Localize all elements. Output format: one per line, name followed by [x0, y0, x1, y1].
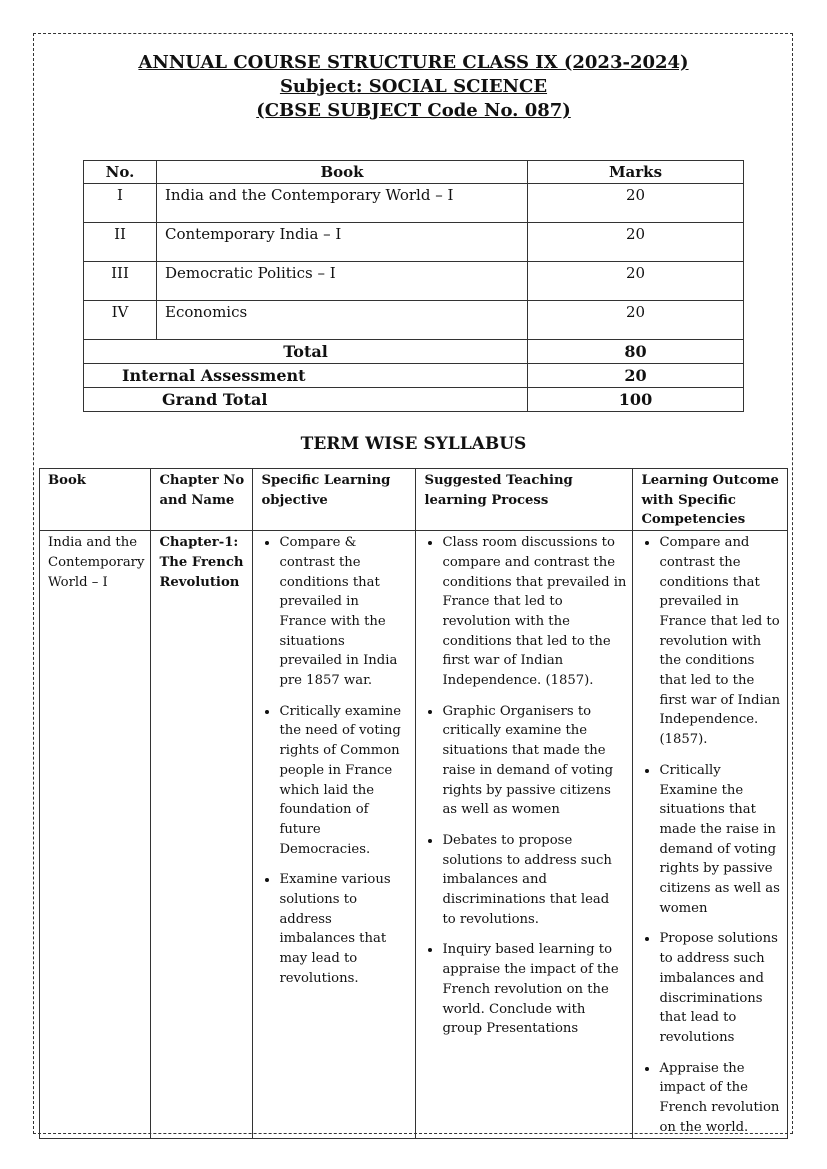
col-book: Book: [157, 161, 528, 184]
list-item: • Appraise the impact of the French revolution on the world.: [659, 1059, 781, 1138]
list-item: • Class room discussions to compare and contrast the conditions that prevailed in France that led to revolution with the conditions that led to the first war of Indian Independence. (1857).: [442, 533, 626, 691]
internal-assessment-value: 20: [528, 364, 744, 388]
list-item: • Critically examine the need of voting rights of Common people in France which laid the foundation of future Democracies.: [279, 702, 409, 860]
table-row: [84, 262, 744, 301]
subject-code: (CBSE SUBJECT Code No. 087): [256, 100, 571, 121]
course-title: ANNUAL COURSE STRUCTURE CLASS IX (2023-2024): [138, 52, 689, 73]
row-no: II: [84, 223, 157, 262]
col-process: Suggested Teaching learning Process: [416, 469, 633, 531]
row-no: IV: [84, 301, 157, 340]
row-no: III: [84, 262, 157, 301]
grand-total-label: Grand Total: [84, 388, 528, 412]
row-marks: 20: [528, 223, 744, 262]
col-objective: Specific Learning objective: [253, 469, 416, 531]
marks-table: [83, 160, 744, 412]
total-label: Total: [84, 340, 528, 364]
subject-title: Subject: SOCIAL SCIENCE: [279, 76, 548, 97]
row-marks: 20: [528, 301, 744, 340]
row-book: Democratic Politics – I: [157, 262, 528, 301]
row-book: India and the Contemporary World – I: [157, 184, 528, 223]
row-no: I: [84, 184, 157, 223]
row-chapter: Chapter-1: The French Revolution: [151, 531, 253, 1138]
internal-assessment-label: Internal Assessment: [84, 364, 528, 388]
list-item: • Compare and contrast the conditions that prevailed in France that led to revolution with the conditions that led to the first war of Indian Independence. (1857).: [659, 533, 781, 750]
col-book: Book: [40, 469, 151, 531]
list-item: • Propose solutions to address such imbalances and discriminations that lead to revolutions: [659, 929, 781, 1047]
internal-assessment-row: [84, 364, 744, 388]
row-marks: 20: [528, 262, 744, 301]
row-process: [416, 531, 633, 1138]
marks-table-header: [84, 161, 744, 184]
table-row: [40, 531, 788, 1138]
total-row: [84, 340, 744, 364]
col-marks: Marks: [528, 161, 744, 184]
total-value: 80: [528, 340, 744, 364]
list-item: • Compare & contrast the conditions that prevailed in France with the situations prevailed in India pre 1857 war.: [279, 533, 409, 691]
list-item: • Inquiry based learning to appraise the impact of the French revolution on the world. Conclude with group Presentations: [442, 940, 626, 1039]
syllabus-table: [39, 468, 788, 1139]
col-no: No.: [84, 161, 157, 184]
list-item: • Critically Examine the situations that made the raise in demand of voting rights by passive citizens as well as women: [659, 761, 781, 919]
syllabus-header: [40, 469, 788, 531]
row-marks: 20: [528, 184, 744, 223]
row-outcomes: [633, 531, 788, 1138]
row-book: India and the Contemporary World – I: [40, 531, 151, 1138]
col-outcome: Learning Outcome with Specific Competencies: [633, 469, 788, 531]
row-book: Economics: [157, 301, 528, 340]
grand-total-value: 100: [528, 388, 744, 412]
list-item: • Debates to propose solutions to address such imbalances and discriminations that lead to revolutions.: [442, 831, 626, 930]
grand-total-row: [84, 388, 744, 412]
list-item: • Graphic Organisers to critically examine the situations that made the raise in demand of voting rights by passive citizens as well as women: [442, 702, 626, 820]
list-item: • Examine various solutions to address imbalances that may lead to revolutions.: [279, 870, 409, 988]
col-chapter: Chapter No and Name: [151, 469, 253, 531]
table-row: [84, 301, 744, 340]
table-row: [84, 223, 744, 262]
row-book: Contemporary India – I: [157, 223, 528, 262]
term-wise-syllabus-title: TERM WISE SYLLABUS: [300, 434, 527, 454]
table-row: [84, 184, 744, 223]
row-objectives: [253, 531, 416, 1138]
